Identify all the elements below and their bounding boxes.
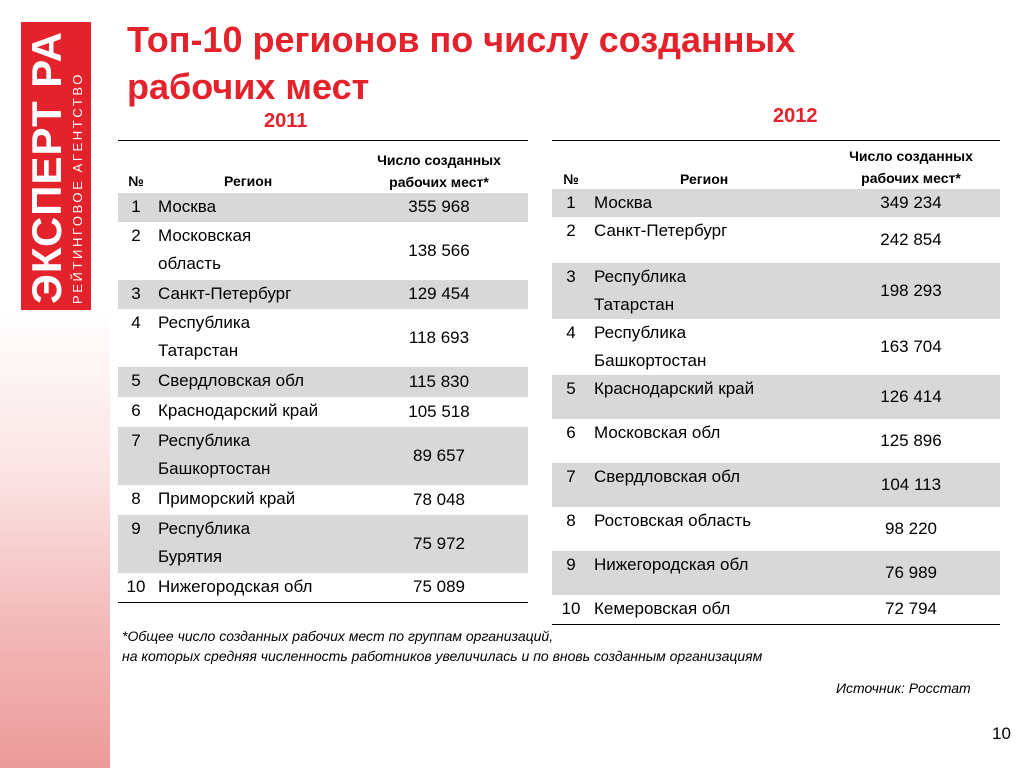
jobs-created-value: 75 089 bbox=[350, 573, 528, 603]
region-name-line-1: Нижегородская обл bbox=[594, 554, 749, 574]
table-row bbox=[552, 375, 1000, 419]
region-name-line-1: Свердловская обл bbox=[594, 466, 741, 486]
header-value-line-2: рабочих мест* bbox=[861, 169, 961, 186]
jobs-created-value: 349 234 bbox=[822, 189, 1000, 217]
region-name-line-1: Краснодарский край bbox=[158, 400, 319, 420]
table-row bbox=[118, 193, 528, 222]
region-name-line-2: Бурятия bbox=[158, 546, 223, 566]
region-name bbox=[590, 595, 822, 625]
rank-number: 10 bbox=[552, 595, 590, 625]
rank-number: 5 bbox=[118, 367, 154, 397]
table-row bbox=[118, 367, 528, 397]
region-name bbox=[590, 189, 822, 217]
rank-number: 6 bbox=[131, 400, 141, 420]
region-name-line-2: Башкортостан bbox=[158, 458, 271, 478]
rank-number: 5 bbox=[552, 375, 590, 419]
jobs-created-value: 242 854 bbox=[880, 229, 942, 249]
region-name bbox=[590, 319, 822, 375]
expert-ra-logo bbox=[21, 22, 91, 310]
region-name bbox=[590, 263, 822, 319]
header-region: Регион bbox=[154, 141, 350, 193]
region-name bbox=[590, 551, 822, 595]
rank-number: 3 bbox=[552, 263, 590, 319]
table-row bbox=[552, 595, 1000, 625]
region-name-line-1: Санкт-Петербург bbox=[158, 283, 292, 303]
jobs-created-value: 72 794 bbox=[822, 595, 1000, 625]
region-name-line-1: Республика bbox=[594, 266, 687, 286]
header-region: Регион bbox=[590, 141, 822, 189]
rank-number: 2 bbox=[131, 225, 141, 245]
header-num: № bbox=[552, 141, 590, 189]
rank-number: 9 bbox=[118, 515, 154, 573]
year-label-2012: 2012 bbox=[773, 105, 818, 127]
jobs-created-value: 105 518 bbox=[408, 401, 470, 421]
rank-number: 4 bbox=[131, 312, 141, 332]
table-row bbox=[118, 515, 528, 573]
rank-number: 8 bbox=[566, 510, 576, 530]
jobs-created-value: 125 896 bbox=[880, 430, 942, 450]
region-name-line-1: Республика bbox=[158, 312, 251, 332]
header-value bbox=[822, 141, 1000, 189]
table-row bbox=[552, 507, 1000, 551]
footnote bbox=[122, 626, 982, 666]
rank-number: 8 bbox=[131, 488, 141, 508]
region-name-line-1: Нижегородская обл bbox=[158, 576, 313, 596]
footnote-line-1: *Общее число созданных рабочих мест по группам организаций, bbox=[122, 628, 554, 644]
region-name bbox=[154, 193, 350, 222]
region-name bbox=[590, 507, 822, 551]
table-row bbox=[552, 217, 1000, 263]
table-row bbox=[118, 427, 528, 485]
table-row bbox=[118, 573, 528, 603]
region-name-line-1: Санкт-Петербург bbox=[594, 220, 728, 240]
region-name bbox=[154, 573, 350, 603]
region-name-line-1: Ростовская область bbox=[594, 510, 752, 530]
page-title bbox=[127, 16, 907, 110]
header-value-line-1: Число созданных bbox=[849, 147, 973, 164]
region-name bbox=[590, 375, 822, 419]
region-name-line-1: Московская обл bbox=[594, 422, 721, 442]
title-line-1: Топ-10 регионов по числу созданных bbox=[127, 19, 796, 60]
source-note: Источник: Росстат bbox=[836, 680, 971, 696]
rank-number: 3 bbox=[118, 280, 154, 309]
region-name bbox=[154, 427, 350, 485]
table-2011 bbox=[118, 140, 528, 603]
table-row bbox=[552, 263, 1000, 319]
header-value bbox=[350, 141, 528, 193]
rank-number: 4 bbox=[566, 322, 576, 342]
footnote-line-2: на которых средняя численность работников увеличилась и по вновь созданным организациям bbox=[122, 648, 763, 664]
jobs-created-value: 198 293 bbox=[822, 263, 1000, 319]
jobs-created-value: 163 704 bbox=[880, 336, 942, 356]
table-row bbox=[552, 319, 1000, 375]
region-name-line-2: Татарстан bbox=[594, 294, 675, 314]
header-value-line-2: рабочих мест* bbox=[389, 173, 489, 190]
region-name bbox=[590, 217, 822, 263]
rank-number: 6 bbox=[566, 422, 576, 442]
region-name-line-2: область bbox=[158, 253, 221, 273]
region-name bbox=[154, 222, 350, 280]
header-num: № bbox=[118, 141, 154, 193]
rank-number: 1 bbox=[118, 193, 154, 222]
region-name-line-1: Московская bbox=[158, 225, 252, 245]
jobs-created-value: 115 830 bbox=[350, 367, 528, 397]
region-name-line-1: Республика bbox=[594, 322, 687, 342]
jobs-created-value: 138 566 bbox=[408, 240, 470, 260]
rank-number: 7 bbox=[552, 463, 590, 507]
region-name bbox=[154, 280, 350, 309]
rank-number: 9 bbox=[552, 551, 590, 595]
region-name bbox=[154, 515, 350, 573]
region-name bbox=[590, 419, 822, 463]
region-name-line-2: Татарстан bbox=[158, 340, 239, 360]
region-name bbox=[154, 485, 350, 515]
region-name bbox=[154, 367, 350, 397]
table-header-row bbox=[118, 141, 528, 193]
region-name-line-2: Башкортостан bbox=[594, 350, 707, 370]
region-name-line-1: Краснодарский край bbox=[594, 378, 755, 398]
table-row bbox=[118, 309, 528, 367]
region-name bbox=[590, 463, 822, 507]
logo-sub-text: РЕЙТИНГОВОЕ АГЕНТСТВО bbox=[70, 72, 85, 304]
table-header-row bbox=[552, 141, 1000, 189]
region-name-line-1: Республика bbox=[158, 518, 251, 538]
table-2012 bbox=[552, 140, 1000, 625]
table-row bbox=[552, 419, 1000, 463]
table-row bbox=[118, 280, 528, 309]
table-row bbox=[552, 463, 1000, 507]
title-line-2: рабочих мест bbox=[127, 66, 370, 107]
rank-number: 2 bbox=[566, 220, 576, 240]
jobs-created-value: 78 048 bbox=[413, 489, 465, 509]
page-number: 10 bbox=[992, 724, 1011, 743]
region-name bbox=[154, 397, 350, 427]
table-row bbox=[118, 485, 528, 515]
jobs-created-value: 89 657 bbox=[350, 427, 528, 485]
jobs-created-value: 76 989 bbox=[822, 551, 1000, 595]
rank-number: 10 bbox=[118, 573, 154, 603]
logo-main-text: ЭКСПЕРТ РА bbox=[23, 31, 70, 304]
jobs-created-value: 126 414 bbox=[822, 375, 1000, 419]
table-row bbox=[118, 397, 528, 427]
jobs-created-value: 118 693 bbox=[408, 327, 470, 347]
region-name-line-1: Республика bbox=[158, 430, 251, 450]
table-row bbox=[552, 551, 1000, 595]
jobs-created-value: 98 220 bbox=[885, 518, 937, 538]
table-row bbox=[552, 189, 1000, 217]
region-name-line-1: Москва bbox=[158, 196, 217, 216]
region-name bbox=[154, 309, 350, 367]
header-value-line-1: Число созданных bbox=[377, 151, 501, 168]
jobs-created-value: 355 968 bbox=[350, 193, 528, 222]
rank-number: 7 bbox=[118, 427, 154, 485]
table-row bbox=[118, 222, 528, 280]
region-name-line-1: Свердловская обл bbox=[158, 370, 305, 390]
region-name-line-1: Москва bbox=[594, 192, 653, 212]
rank-number: 1 bbox=[552, 189, 590, 217]
jobs-created-value: 129 454 bbox=[350, 280, 528, 309]
jobs-created-value: 104 113 bbox=[822, 463, 1000, 507]
region-name-line-1: Приморский край bbox=[158, 488, 296, 508]
region-name-line-1: Кемеровская обл bbox=[594, 598, 731, 618]
jobs-created-value: 75 972 bbox=[350, 515, 528, 573]
year-label-2011: 2011 bbox=[264, 110, 308, 132]
